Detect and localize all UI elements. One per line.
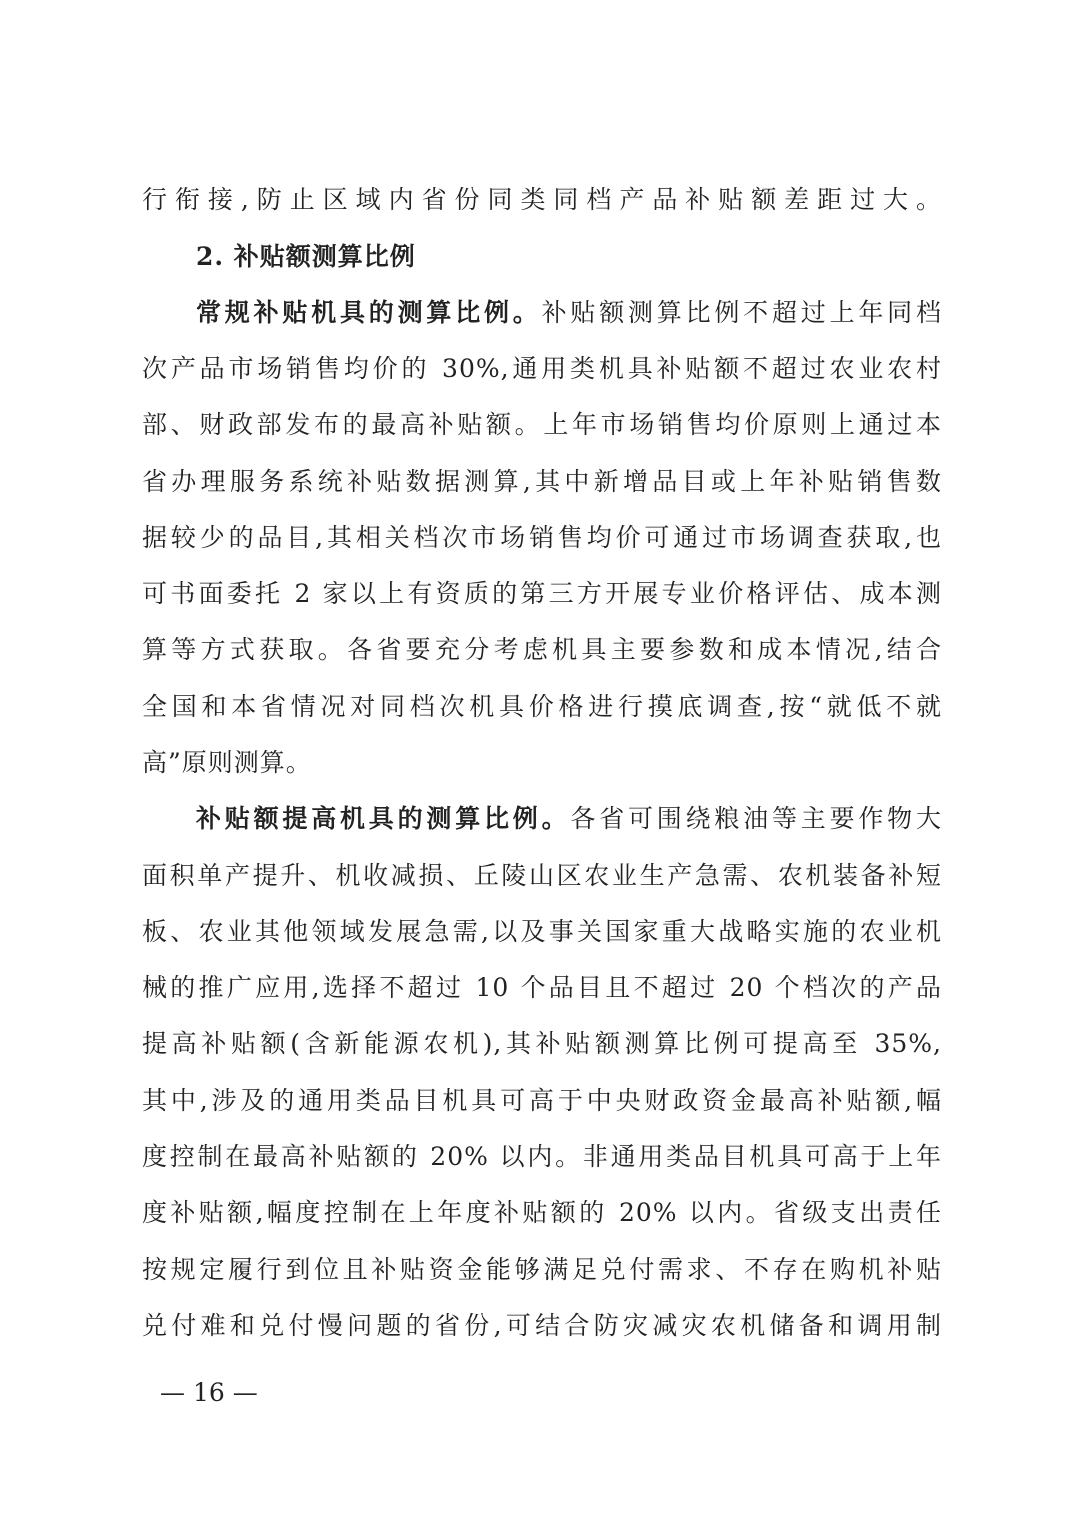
text-line: 兑付难和兑付慢问题的省份,可结合防灾减灾农机储备和调用制 [142, 1311, 942, 1340]
text-line: 其中,涉及的通用类品目机具可高于中央财政资金最高补贴额,幅 [142, 1086, 942, 1115]
text-line: 全国和本省情况对同档次机具价格进行摸底调查,按“就低不就 [142, 692, 942, 721]
text-line: 度控制在最高补贴额的 20% 以内。非通用类品目机具可高于上年 [142, 1142, 942, 1171]
page-number: — 16 — [160, 1378, 258, 1407]
text-line: 按规定履行到位且补贴资金能够满足兑付需求、不存在购机补贴 [142, 1255, 942, 1284]
text-line: 可书面委托 2 家以上有资质的第三方开展专业价格评估、成本测 [142, 579, 942, 608]
text-line [196, 293, 942, 333]
text-line: 板、农业其他领域发展急需,以及事关国家重大战略实施的农业机 [142, 917, 942, 946]
text-line: 据较少的品目,其相关档次市场销售均价可通过市场调查获取,也 [142, 523, 942, 552]
text-run: 补贴额测算比例不超过上年同档 [541, 298, 942, 327]
text-line: 提高补贴额(含新能源农机),其补贴额测算比例可提高至 35%, [142, 1029, 942, 1058]
text-line: 算等方式获取。各省要充分考虑机具主要参数和成本情况,结合 [142, 635, 942, 664]
text-line: 械的推广应用,选择不超过 10 个品目且不超过 20 个档次的产品 [142, 973, 942, 1002]
text-line: 部、财政部发布的最高补贴额。上年市场销售均价原则上通过本 [142, 410, 942, 439]
inline-heading: 常规补贴机具的测算比例。 [196, 298, 542, 327]
section-heading: 2. 补贴额测算比例 [196, 242, 416, 271]
text-line: 面积单产提升、机收减损、丘陵山区农业生产急需、农机装备补短 [142, 861, 942, 890]
inline-heading: 补贴额提高机具的测算比例。 [196, 804, 571, 833]
text-line: 高”原则测算。 [142, 748, 312, 777]
text-line [196, 799, 942, 839]
text-line: 省办理服务系统补贴数据测算,其中新增品目或上年补贴销售数 [142, 467, 942, 496]
text-run: 各省可围绕粮油等主要作物大 [570, 804, 942, 833]
text-line: 次产品市场销售均价的 30%,通用类机具补贴额不超过农业农村 [142, 354, 942, 383]
text-line: 度补贴额,幅度控制在上年度补贴额的 20% 以内。省级支出责任 [142, 1198, 942, 1227]
text-line: 行衔接,防止区域内省份同类同档产品补贴额差距过大。 [142, 185, 942, 214]
